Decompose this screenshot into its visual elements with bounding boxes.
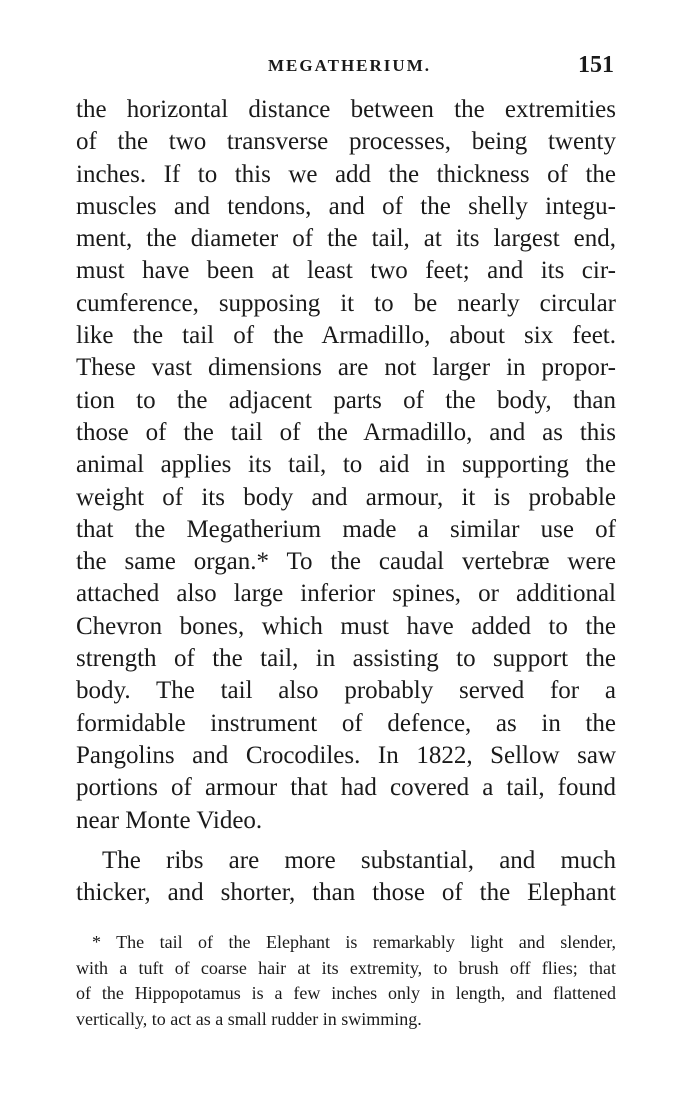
text-line: portions of armour that had covered a tail, found [76, 774, 616, 802]
main-text [76, 94, 616, 909]
text-line: near Monte Video. [76, 806, 263, 834]
paragraph-2 [76, 845, 616, 910]
text-line: muscles and tendons, and of the shelly integu- [76, 192, 616, 220]
text-line: of the two transverse processes, being twenty [76, 128, 616, 156]
page-number: 151 [578, 52, 614, 78]
text-line: animal applies its tail, to aid in supporting the [76, 451, 616, 479]
text-line: These vast dimensions are not larger in propor- [76, 354, 616, 382]
running-head [76, 52, 616, 84]
text-line: thicker, and shorter, than those of the Elephant [76, 879, 616, 907]
footnote [76, 930, 616, 1032]
text-line: must have been at least two feet; and its cir- [76, 257, 616, 285]
running-title: MEGATHERIUM. [268, 56, 431, 75]
text-line: attached also large inferior spines, or additional [76, 580, 616, 608]
text-line: the same organ.* To the caudal vertebræ were [76, 548, 616, 576]
text-line: cumference, supposing it to be nearly circular [76, 289, 616, 317]
text-line: Pangolins and Crocodiles. In 1822, Sellow saw [76, 741, 616, 769]
text-line: body. The tail also probably served for a [76, 677, 616, 705]
footnote-line: of the Hippopotamus is a few inches only in length, and flattened [76, 983, 616, 1003]
text-line: the horizontal distance between the extremities [76, 96, 616, 123]
text-line: tion to the adjacent parts of the body, than [76, 386, 616, 414]
text-line: The ribs are more substantial, and much [102, 846, 616, 874]
text-line: weight of its body and armour, it is probable [76, 483, 616, 511]
text-line: formidable instrument of defence, as in the [76, 709, 616, 737]
text-line: those of the tail of the Armadillo, and as this [76, 418, 616, 446]
footnote-line: with a tuft of coarse hair at its extremity, to brush off flies; that [76, 957, 616, 978]
text-line: ment, the diameter of the tail, at its largest end, [76, 225, 616, 253]
footnote-line: * The tail of the Elephant is remarkably light and slender, [92, 932, 616, 952]
text-line: Chevron bones, which must have added to the [76, 612, 616, 640]
paragraph-1 [76, 94, 616, 837]
text-line: inches. If to this we add the thickness of the [76, 160, 616, 188]
text-line: that the Megatherium made a similar use of [76, 515, 616, 543]
paragraph-gap [76, 837, 616, 845]
text-line: strength of the tail, in assisting to support the [76, 645, 616, 673]
footnote-line: vertically, to act as a small rudder in swimming. [76, 1008, 422, 1029]
text-line: like the tail of the Armadillo, about six feet. [76, 322, 616, 350]
